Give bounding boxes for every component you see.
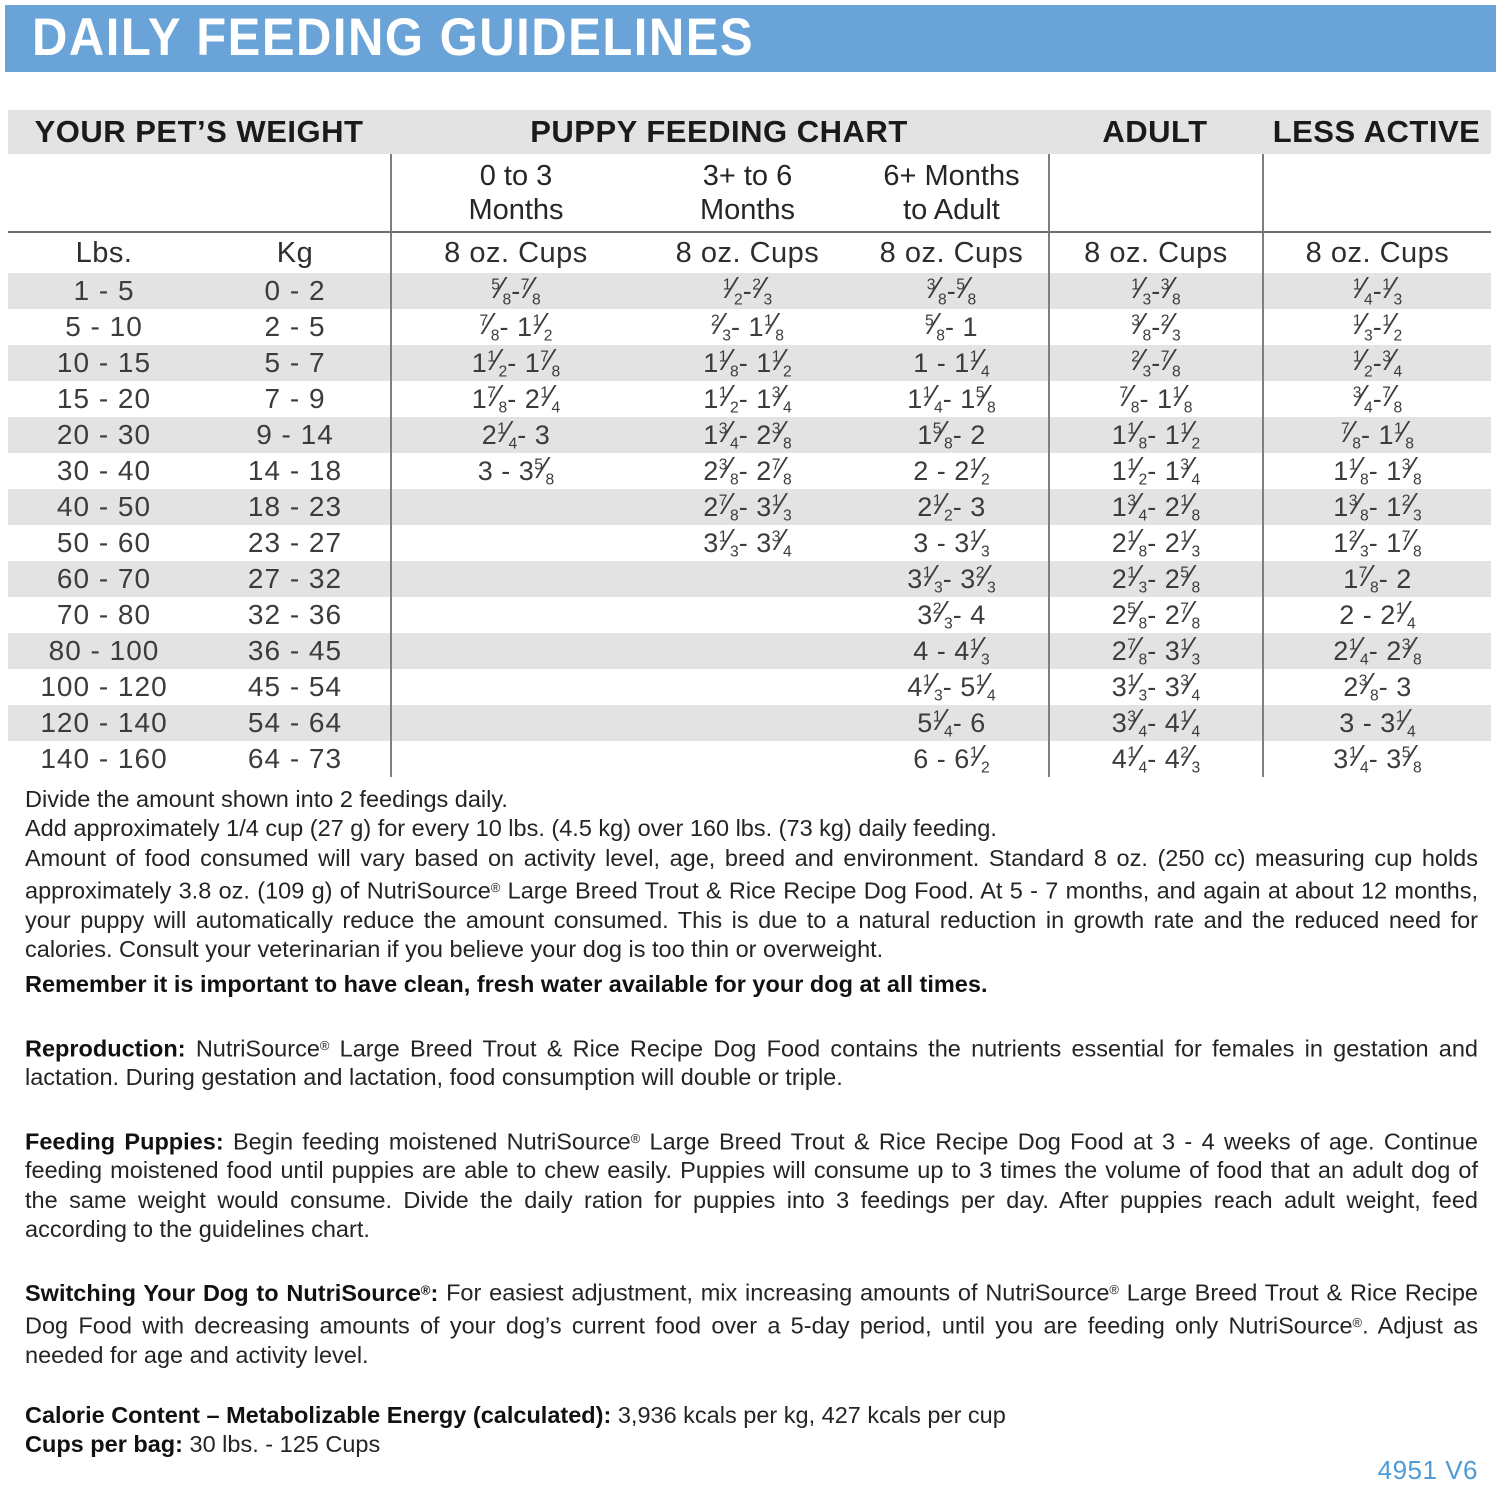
table-cell-r5-c7: $^7⁄_8$ - 1 $^1⁄_8$ (1262, 417, 1491, 453)
table-cell-r4-c7: $^3⁄_4$ - $^7⁄_8$ (1262, 381, 1491, 417)
note-split-feedings: Divide the amount shown into 2 feedings daily. (25, 786, 508, 812)
table-cell-r10-c5: 3 $^2⁄_3$ - 4 (917, 596, 986, 633)
table-cell-r13-c6: 3 $^3⁄_4$ - 4 $^1⁄_4$ (1048, 705, 1262, 741)
table-cell-r14-c3 (390, 741, 640, 777)
table-cell-r12-c3 (390, 669, 640, 705)
table-cell-r12-c2: 45 - 54 (247, 671, 343, 702)
unit-header-lbs: Lbs. (75, 236, 133, 269)
table-cell-r4-c3: 1 $^7⁄_8$ - 2 $^1⁄_4$ (390, 381, 640, 417)
info-section-2: Feeding Puppies: Begin feeding moistened NutriSource® Large Breed Trout & Rice Recipe Dog Food at 3 - 4 weeks of age. Continue feeding moistened food until puppies are able to chew easily. Puppies will consume up to 3 times the volume of food that an adult dog of the same weight would consume. Divide the daily ration for puppies into 3 feedings per day. After puppies reach adult weight, feed according to the guidelines chart. (25, 1128, 1478, 1242)
table-cell-r8-c5: 3 - 3 $^1⁄_3$ (913, 524, 990, 561)
table-cell-r3-c5: 1 - 1 $^1⁄_4$ (855, 345, 1048, 381)
table-cell-r11-c7: 2 $^1⁄_4$ - 2 $^3⁄_8$ (1262, 633, 1491, 669)
table-cell-r9-c7: 1 $^7⁄_8$ - 2 (1262, 561, 1491, 597)
table-cell-r4-c5: 1 $^1⁄_4$ - 1 $^5⁄_8$ (907, 380, 996, 417)
age-header-3-6-months: 3+ to 6 Months (640, 154, 855, 233)
table-cell-r4-c2: 7 - 9 (264, 383, 326, 414)
age-header-spacer (8, 154, 390, 233)
note-add-quarter-cup: Add approximately 1/4 cup (27 g) for every 10 lbs. (4.5 kg) over 160 lbs. (73 kg) daily feeding. (25, 815, 997, 842)
table-cell-r6-c7: 1 $^1⁄_8$ - 1 $^3⁄_8$ (1262, 453, 1491, 489)
table-cell-r1-c3: $^5⁄_8$ - $^7⁄_8$ (390, 273, 640, 309)
title-band (5, 5, 1496, 72)
unit-header-cups-less-active: 8 oz. Cups (1262, 233, 1491, 273)
table-cell-r13-c1: 120 - 140 (8, 705, 200, 741)
table-cell-r14-c5: 6 - 6 $^1⁄_2$ (913, 740, 990, 777)
table-cell-r10-c3 (390, 597, 640, 633)
table-cell-r9-c2: 27 - 32 (200, 561, 390, 597)
table-cell-r1-c4: $^1⁄_2$ - $^2⁄_3$ (640, 273, 855, 309)
table-cell-r11-c3 (390, 633, 640, 669)
table-cell-r6-c4: 2 $^3⁄_8$ - 2 $^7⁄_8$ (703, 452, 792, 489)
table-cell-r11-c4 (640, 633, 855, 669)
table-cell-r10-c2: 32 - 36 (247, 599, 343, 630)
unit-header-cups-adult: 8 oz. Cups (1048, 233, 1262, 273)
table-cell-r13-c2: 54 - 64 (200, 705, 390, 741)
table-cell-r14-c2: 64 - 73 (247, 743, 343, 774)
table-cell-r10-c7: 2 - 2 $^1⁄_4$ (1262, 597, 1491, 633)
table-cell-r7-c6: 1 $^3⁄_4$ - 2 $^1⁄_8$ (1048, 489, 1262, 525)
table-cell-r6-c6: 1 $^1⁄_2$ - 1 $^3⁄_4$ (1048, 453, 1262, 489)
table-cell-r6-c3: 3 - 3 $^5⁄_8$ (390, 453, 640, 489)
table-cell-r6-c5: 2 - 2 $^1⁄_2$ (913, 452, 990, 489)
version-code: 4951 V6 (1377, 1455, 1478, 1485)
table-cell-r9-c3 (390, 561, 640, 597)
table-cell-r3-c3: 1 $^1⁄_2$ - 1 $^7⁄_8$ (390, 345, 640, 381)
info-section-1: Reproduction: NutriSource® Large Breed Trout & Rice Recipe Dog Food contains the nutrients essential for females in gestation and lactation. During gestation and lactation, food consumption will double or triple. (25, 1034, 1478, 1091)
header-your-pets-weight: YOUR PET’S WEIGHT (8, 110, 390, 154)
unit-header-cups-3: 8 oz. Cups (879, 236, 1024, 269)
table-cell-r1-c2: 0 - 2 (200, 273, 390, 309)
header-puppy-feeding-chart: PUPPY FEEDING CHART (390, 110, 1048, 154)
table-cell-r9-c4 (640, 561, 855, 597)
table-cell-r5-c2: 9 - 14 (200, 417, 390, 453)
table-cell-r4-c1: 15 - 20 (56, 383, 152, 414)
table-cell-r7-c3 (390, 489, 640, 525)
table-cell-r8-c4: 3 $^1⁄_3$ - 3 $^3⁄_4$ (703, 524, 792, 561)
table-cell-r8-c6: 2 $^1⁄_8$ - 2 $^1⁄_3$ (1048, 525, 1262, 561)
table-cell-r13-c4 (640, 705, 855, 741)
table-cell-r4-c4: 1 $^1⁄_2$ - 1 $^3⁄_4$ (703, 380, 792, 417)
table-cell-r12-c4 (640, 669, 855, 705)
table-cell-r3-c2: 5 - 7 (200, 345, 390, 381)
table-cell-r11-c1: 80 - 100 (8, 633, 200, 669)
unit-header-cups-2: 8 oz. Cups (675, 236, 820, 269)
unit-header-kg: Kg (276, 236, 314, 269)
notes-section (25, 785, 1478, 1460)
table-cell-r2-c2: 2 - 5 (264, 311, 326, 342)
age-header-adult-spacer (1048, 154, 1262, 233)
table-cell-r13-c3 (390, 705, 640, 741)
table-cell-r5-c1: 20 - 30 (8, 417, 200, 453)
table-cell-r7-c2: 18 - 23 (200, 489, 390, 525)
page-title: DAILY FEEDING GUIDELINES (32, 8, 755, 68)
table-cell-r1-c7: $^1⁄_4$ - $^1⁄_3$ (1262, 273, 1491, 309)
table-cell-r12-c1: 100 - 120 (40, 671, 168, 702)
table-cell-r6-c1: 30 - 40 (56, 455, 152, 486)
table-cell-r10-c4 (640, 597, 855, 633)
calorie-content-label: Calorie Content – Metabolizable Energy (calculated): (25, 1402, 612, 1429)
table-cell-r12-c7: 2 $^3⁄_8$ - 3 (1262, 669, 1491, 705)
table-cell-r3-c7: $^1⁄_2$ - $^3⁄_4$ (1262, 345, 1491, 381)
table-cell-r2-c6: $^3⁄_8$ - $^2⁄_3$ (1048, 309, 1262, 345)
feeding-chart-table (8, 110, 1491, 777)
table-cell-r13-c7: 3 - 3 $^1⁄_4$ (1262, 705, 1491, 741)
table-cell-r9-c1: 60 - 70 (8, 561, 200, 597)
table-cell-r14-c7: 3 $^1⁄_4$ - 3 $^5⁄_8$ (1262, 741, 1491, 777)
unit-header-cups-1: 8 oz. Cups (390, 233, 640, 273)
table-cell-r14-c6: 4 $^1⁄_4$ - 4 $^2⁄_3$ (1048, 741, 1262, 777)
table-cell-r8-c7: 1 $^2⁄_3$ - 1 $^7⁄_8$ (1262, 525, 1491, 561)
note-consumption-paragraph: Amount of food consumed will vary based on activity level, age, breed and environment. Standard 8 oz. (250 cc) measuring cup holds approximately 3.8 oz. (109 g) of NutriSource® Large Breed Trout & Rice Recipe Dog Food. At 5 - 7 months, and again at about 12 months, your puppy will automatically reduce the amount consumed. This is due to a natural reduction in growth rate and the reduced need for calories. Consult your veterinarian if you believe your dog is too thin or overweight. (25, 844, 1478, 962)
table-cell-r1-c1: 1 - 5 (8, 273, 200, 309)
calorie-content-line (25, 1401, 1478, 1430)
table-cell-r1-c6: $^1⁄_3$ - $^3⁄_8$ (1048, 273, 1262, 309)
table-cell-r2-c5: $^5⁄_8$ - 1 (924, 308, 978, 345)
note-fresh-water: Remember it is important to have clean, fresh water available for your dog at all times. (25, 971, 988, 998)
table-cell-r9-c5: 3 $^1⁄_3$ - 3 $^2⁄_3$ (855, 561, 1048, 597)
table-cell-r7-c5: 2 $^1⁄_2$ - 3 (855, 489, 1048, 525)
table-cell-r5-c6: 1 $^1⁄_8$ - 1 $^1⁄_2$ (1048, 417, 1262, 453)
table-cell-r2-c3: $^7⁄_8$ - 1 $^1⁄_2$ (390, 309, 640, 345)
table-cell-r3-c4: 1 $^1⁄_8$ - 1 $^1⁄_2$ (640, 345, 855, 381)
table-cell-r5-c3: 2 $^1⁄_4$ - 3 (390, 417, 640, 453)
table-cell-r4-c6: $^7⁄_8$ - 1 $^1⁄_8$ (1048, 381, 1262, 417)
table-cell-r12-c6: 3 $^1⁄_3$ - 3 $^3⁄_4$ (1048, 669, 1262, 705)
cups-per-bag-label: Cups per bag: (25, 1431, 183, 1458)
header-less-active: LESS ACTIVE (1262, 110, 1491, 154)
table-cell-r7-c1: 40 - 50 (8, 489, 200, 525)
age-header-less-active-spacer (1262, 154, 1491, 233)
info-section-3: Switching Your Dog to NutriSource®: For easiest adjustment, mix increasing amounts of NutriSource® Large Breed Trout & Rice Recipe Dog Food with decreasing amounts of your dog’s current food over a 5-day period, until you are feeding only NutriSource®. Adjust as needed for age and activity level. (25, 1279, 1478, 1368)
table-cell-r8-c1: 50 - 60 (56, 527, 152, 558)
table-cell-r3-c6: $^2⁄_3$ - $^7⁄_8$ (1048, 345, 1262, 381)
age-header-0-3-months: 0 to 3 Months (390, 154, 640, 233)
table-cell-r2-c1: 5 - 10 (65, 311, 143, 342)
table-cell-r5-c5: 1 $^5⁄_8$ - 2 (855, 417, 1048, 453)
table-cell-r14-c1: 140 - 160 (40, 743, 168, 774)
table-cell-r3-c1: 10 - 15 (8, 345, 200, 381)
table-cell-r6-c2: 14 - 18 (247, 455, 343, 486)
cups-per-bag-line (25, 1430, 1478, 1459)
table-cell-r13-c5: 5 $^1⁄_4$ - 6 (855, 705, 1048, 741)
table-cell-r11-c5: 4 - 4 $^1⁄_3$ (855, 633, 1048, 669)
table-cell-r7-c7: 1 $^3⁄_8$ - 1 $^2⁄_3$ (1262, 489, 1491, 525)
info-sections (25, 1031, 1478, 1370)
table-cell-r8-c3 (390, 525, 640, 561)
table-cell-r5-c4: 1 $^3⁄_4$ - 2 $^3⁄_8$ (640, 417, 855, 453)
table-cell-r11-c2: 36 - 45 (200, 633, 390, 669)
table-cell-r14-c4 (640, 741, 855, 777)
table-cell-r1-c5: $^3⁄_8$ - $^5⁄_8$ (855, 273, 1048, 309)
table-cell-r10-c1: 70 - 80 (56, 599, 152, 630)
table-cell-r2-c4: $^2⁄_3$ - 1 $^1⁄_8$ (710, 308, 784, 345)
cups-per-bag-value: 30 lbs. - 125 Cups (189, 1431, 381, 1458)
table-cell-r10-c6: 2 $^5⁄_8$ - 2 $^7⁄_8$ (1048, 597, 1262, 633)
table-cell-r2-c7: $^1⁄_3$ - $^1⁄_2$ (1262, 309, 1491, 345)
age-header-6plus-months: 6+ Months to Adult (855, 154, 1048, 233)
table-cell-r9-c6: 2 $^1⁄_3$ - 2 $^5⁄_8$ (1048, 561, 1262, 597)
header-adult: ADULT (1048, 110, 1262, 154)
table-cell-r12-c5: 4 $^1⁄_3$ - 5 $^1⁄_4$ (907, 668, 996, 705)
table-cell-r7-c4: 2 $^7⁄_8$ - 3 $^1⁄_3$ (640, 489, 855, 525)
table-cell-r8-c2: 23 - 27 (247, 527, 343, 558)
table-cell-r11-c6: 2 $^7⁄_8$ - 3 $^1⁄_3$ (1048, 633, 1262, 669)
calorie-content-value: 3,936 kcals per kg, 427 kcals per cup (617, 1402, 1006, 1429)
